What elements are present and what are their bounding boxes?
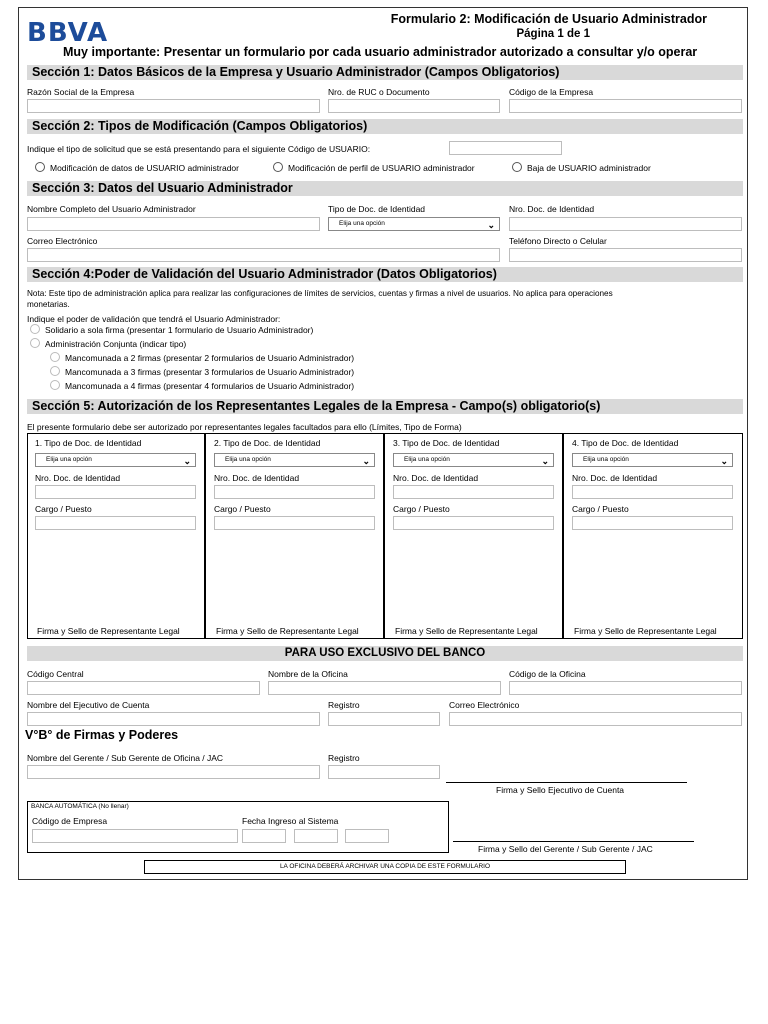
radio-modificacion-datos[interactable] xyxy=(35,162,45,172)
radio-mancomunada-3-label: Mancomunada a 3 firmas (presentar 3 formularios de Usuario Administrador) xyxy=(65,367,355,377)
codigo-empresa-input[interactable] xyxy=(509,99,742,113)
telefono-label: Teléfono Directo o Celular xyxy=(509,236,607,246)
poder-validacion-label: Indique el poder de validación que tendrá el Usuario Administrador: xyxy=(27,314,281,324)
chevron-down-icon: ⌄ xyxy=(541,456,549,466)
ejecutivo-input[interactable] xyxy=(27,712,320,726)
rep-2-tipo-doc-label: 2. Tipo de Doc. de Identidad xyxy=(214,438,321,448)
tipo-solicitud-label: Indique el tipo de solicitud que se está presentando para el siguiente Código de USUARIO: xyxy=(27,144,371,154)
select-placeholder: Elija una opción xyxy=(404,456,450,463)
tipo-doc-select[interactable] xyxy=(328,217,500,231)
registro-input[interactable] xyxy=(328,712,440,726)
nombre-usuario-input[interactable] xyxy=(27,217,320,231)
fecha-anio-input[interactable] xyxy=(345,829,389,843)
rep-4-cargo-input[interactable] xyxy=(572,516,733,530)
tipo-doc-label: Tipo de Doc. de Identidad xyxy=(328,204,426,214)
page-number: Página 1 de 1 xyxy=(516,28,590,40)
radio-conjunta[interactable] xyxy=(30,338,40,348)
vb-firmas-title: V°B° de Firmas y Poderes xyxy=(25,728,179,742)
rep-4-firma-label: Firma y Sello de Representante Legal xyxy=(574,626,717,636)
section-3-header: Sección 3: Datos del Usuario Administrador xyxy=(27,181,743,196)
rep-4-tipo-doc-label: 4. Tipo de Doc. de Identidad xyxy=(572,438,679,448)
radio-modificacion-datos-label: Modificación de datos de USUARIO administrador xyxy=(50,163,239,173)
rep-2-tipo-doc-select[interactable] xyxy=(214,453,375,467)
rep-1-tipo-doc-label: 1. Tipo de Doc. de Identidad xyxy=(35,438,142,448)
rep-4-cargo-label: Cargo / Puesto xyxy=(572,504,629,514)
radio-modificacion-perfil-label: Modificación de perfil de USUARIO administrador xyxy=(288,163,475,173)
radio-solidario[interactable] xyxy=(30,324,40,334)
firma-gerente-line xyxy=(453,841,694,842)
banca-automatica-box xyxy=(27,801,449,853)
nro-doc-input[interactable] xyxy=(509,217,742,231)
radio-solidario-label: Solidario a sola firma (presentar 1 formulario de Usuario Administrador) xyxy=(45,325,314,335)
bank-only-header: PARA USO EXCLUSIVO DEL BANCO xyxy=(27,646,743,661)
section-1-header: Sección 1: Datos Básicos de la Empresa y Usuario Administrador (Campos Obligatorios) xyxy=(27,65,743,80)
representante-2 xyxy=(206,433,385,639)
radio-baja-usuario-label: Baja de USUARIO administrador xyxy=(527,163,651,173)
codigo-oficina-input[interactable] xyxy=(509,681,742,695)
radio-modificacion-perfil[interactable] xyxy=(273,162,283,172)
firma-gerente-label: Firma y Sello del Gerente / Sub Gerente / JAC xyxy=(478,844,653,854)
ejecutivo-label: Nombre del Ejecutivo de Cuenta xyxy=(27,700,150,710)
ruc-label: Nro. de RUC o Documento xyxy=(328,87,430,97)
form-frame xyxy=(18,7,748,880)
representante-3 xyxy=(385,433,564,639)
registro-label: Registro xyxy=(328,700,360,710)
rep-1-tipo-doc-select[interactable] xyxy=(35,453,196,467)
firma-ejecutivo-label: Firma y Sello Ejecutivo de Cuenta xyxy=(496,785,625,795)
section-2-header: Sección 2: Tipos de Modificación (Campos Obligatorios) xyxy=(27,119,743,134)
rep-3-tipo-doc-select[interactable] xyxy=(393,453,554,467)
gerente-input[interactable] xyxy=(27,765,320,779)
codigo-empresa-label: Código de la Empresa xyxy=(509,87,594,97)
chevron-down-icon: ⌄ xyxy=(362,456,370,466)
rep-2-firma-label: Firma y Sello de Representante Legal xyxy=(216,626,359,636)
form-title: Formulario 2: Modificación de Usuario Administrador xyxy=(390,12,707,26)
razon-social-label: Razón Social de la Empresa xyxy=(27,87,135,97)
correo-input[interactable] xyxy=(27,248,500,262)
registro-gerente-label: Registro xyxy=(328,753,360,763)
banca-automatica-title: BANCA AUTOMÁTICA (No llenar) xyxy=(31,803,129,810)
rep-3-cargo-label: Cargo / Puesto xyxy=(393,504,450,514)
rep-1-nro-doc-label: Nro. Doc. de Identidad xyxy=(35,473,121,483)
fecha-dia-input[interactable] xyxy=(242,829,286,843)
autorizacion-instruccion: El presente formulario debe ser autorizado por representantes legales facultados para ello (Límites, Tipo de Forma) xyxy=(27,422,462,432)
rep-4-tipo-doc-select[interactable] xyxy=(572,453,733,467)
codigo-usuario-input[interactable] xyxy=(449,141,562,155)
chevron-down-icon: ⌄ xyxy=(487,220,495,230)
codigo-oficina-label: Código de la Oficina xyxy=(509,669,586,679)
fecha-mes-input[interactable] xyxy=(294,829,338,843)
representante-1 xyxy=(27,433,206,639)
rep-3-firma-label: Firma y Sello de Representante Legal xyxy=(395,626,538,636)
rep-2-cargo-input[interactable] xyxy=(214,516,375,530)
nombre-usuario-label: Nombre Completo del Usuario Administrador xyxy=(27,204,196,214)
firma-ejecutivo-line xyxy=(446,782,687,783)
radio-baja-usuario[interactable] xyxy=(512,162,522,172)
rep-1-cargo-input[interactable] xyxy=(35,516,196,530)
radio-mancomunada-2-label: Mancomunada a 2 firmas (presentar 2 formularios de Usuario Administrador) xyxy=(65,353,355,363)
select-placeholder: Elija una opción xyxy=(583,456,629,463)
archivo-notice: LA OFICINA DEBERÁ ARCHIVAR UNA COPIA DE ESTE FORMULARIO xyxy=(144,860,626,874)
codigo-central-label: Código Central xyxy=(27,669,84,679)
representante-4 xyxy=(564,433,743,639)
rep-1-firma-label: Firma y Sello de Representante Legal xyxy=(37,626,180,636)
gerente-label: Nombre del Gerente / Sub Gerente de Oficina / JAC xyxy=(27,753,224,763)
registro-gerente-input[interactable] xyxy=(328,765,440,779)
select-placeholder: Elija una opción xyxy=(339,220,385,227)
nombre-oficina-label: Nombre de la Oficina xyxy=(268,669,348,679)
razon-social-input[interactable] xyxy=(27,99,320,113)
codigo-central-input[interactable] xyxy=(27,681,260,695)
codigo-empresa-banco-input[interactable] xyxy=(32,829,238,843)
chevron-down-icon: ⌄ xyxy=(720,456,728,466)
radio-mancomunada-3[interactable] xyxy=(50,366,60,376)
rep-2-nro-doc-input[interactable] xyxy=(214,485,375,499)
section-5-header: Sección 5: Autorización de los Representantes Legales de la Empresa - Campo(s) obligatorio(s) xyxy=(27,399,743,414)
section-4-note-line1: Nota: Este tipo de administración aplica para realizar las configuraciones de límites de servicios, cuentas y firmas a nivel de usuarios. No aplica para operaciones xyxy=(27,289,613,298)
bbva-logo: BBVA xyxy=(27,18,109,48)
fecha-ingreso-label: Fecha Ingreso al Sistema xyxy=(242,816,339,826)
radio-mancomunada-2[interactable] xyxy=(50,352,60,362)
radio-mancomunada-4-label: Mancomunada a 4 firmas (presentar 4 formularios de Usuario Administrador) xyxy=(65,381,355,391)
radio-conjunta-label: Administración Conjunta (indicar tipo) xyxy=(45,339,187,349)
ruc-input[interactable] xyxy=(328,99,500,113)
rep-3-nro-doc-input[interactable] xyxy=(393,485,554,499)
nro-doc-label: Nro. Doc. de Identidad xyxy=(509,204,595,214)
section-4-note-line2: monetarias. xyxy=(27,300,70,309)
rep-4-nro-doc-label: Nro. Doc. de Identidad xyxy=(572,473,658,483)
nombre-oficina-input[interactable] xyxy=(268,681,501,695)
rep-2-nro-doc-label: Nro. Doc. de Identidad xyxy=(214,473,300,483)
select-placeholder: Elija una opción xyxy=(46,456,92,463)
rep-3-cargo-input[interactable] xyxy=(393,516,554,530)
correo-banco-label: Correo Electrónico xyxy=(449,700,520,710)
select-placeholder: Elija una opción xyxy=(225,456,271,463)
rep-3-tipo-doc-label: 3. Tipo de Doc. de Identidad xyxy=(393,438,500,448)
telefono-input[interactable] xyxy=(509,248,742,262)
rep-3-nro-doc-label: Nro. Doc. de Identidad xyxy=(393,473,479,483)
important-note: Muy importante: Presentar un formulario por cada usuario administrador autorizado a consultar y/o operar xyxy=(63,45,698,59)
rep-4-nro-doc-input[interactable] xyxy=(572,485,733,499)
codigo-empresa-banco-label: Código de Empresa xyxy=(32,816,108,826)
rep-1-cargo-label: Cargo / Puesto xyxy=(35,504,92,514)
chevron-down-icon: ⌄ xyxy=(183,456,191,466)
correo-label: Correo Electrónico xyxy=(27,236,98,246)
radio-mancomunada-4[interactable] xyxy=(50,380,60,390)
rep-2-cargo-label: Cargo / Puesto xyxy=(214,504,271,514)
rep-1-nro-doc-input[interactable] xyxy=(35,485,196,499)
section-4-header: Sección 4:Poder de Validación del Usuario Administrador (Datos Obligatorios) xyxy=(27,267,743,282)
correo-banco-input[interactable] xyxy=(449,712,742,726)
